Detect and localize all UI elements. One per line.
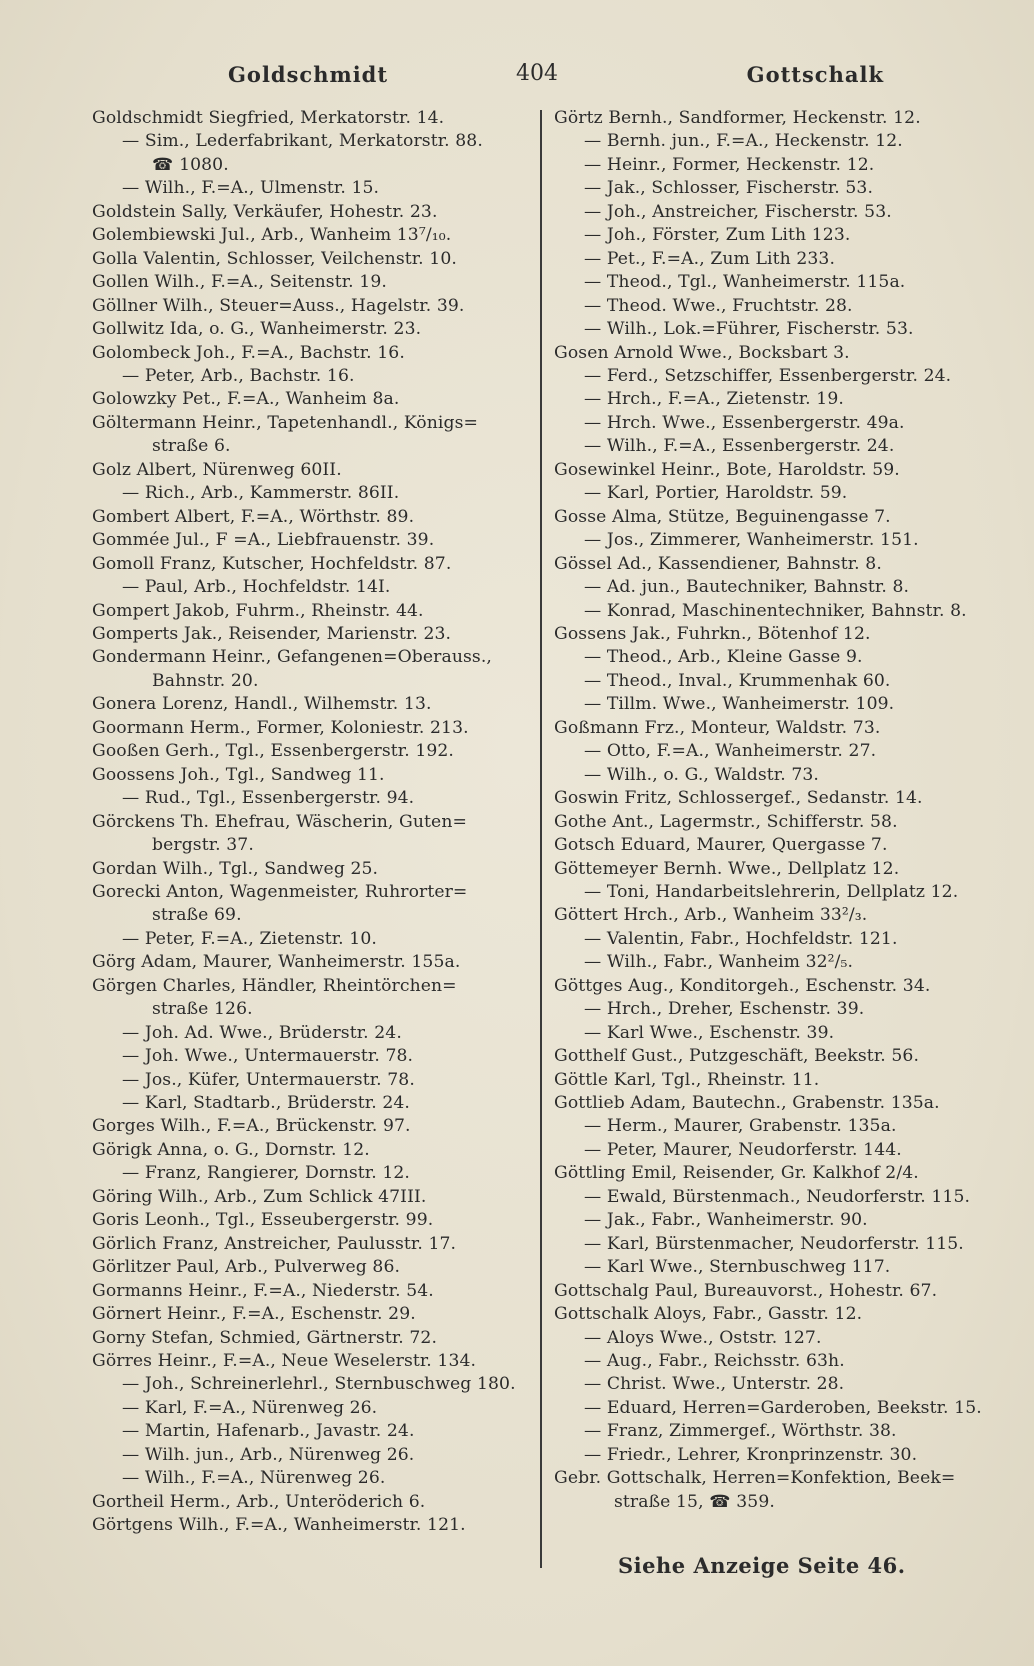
directory-entry: Göttemeyer Bernh. Wwe., Dellplatz 12. xyxy=(554,858,900,879)
directory-entry: Görtz Bernh., Sandformer, Heckenstr. 12. xyxy=(554,108,921,128)
directory-entry: Gompert Jakob, Fuhrm., Rheinstr. 44. xyxy=(92,600,424,621)
directory-entry: Gormanns Heinr., F.=A., Niederstr. 54. xyxy=(92,1280,434,1301)
directory-entry: — Jos., Zimmerer, Wanheimerstr. 151. xyxy=(584,530,919,551)
directory-entry: — Peter, Arb., Bachstr. 16. xyxy=(122,365,355,386)
directory-entry: — Joh., Schreinerlehrl., Sternbuschweg 180. xyxy=(122,1374,516,1395)
directory-entry: Göllner Wilh., Steuer=Auss., Hagelstr. 39. xyxy=(92,295,465,316)
directory-entry: Gottlieb Adam, Bautechn., Grabenstr. 135a. xyxy=(554,1093,940,1114)
directory-entry: Goris Leonh., Tgl., Esseubergerstr. 99. xyxy=(92,1210,434,1231)
directory-entry: — Wilh. jun., Arb., Nürenweg 26. xyxy=(122,1444,415,1465)
directory-entry: — Ferd., Setzschiffer, Essenbergerstr. 24. xyxy=(584,365,952,386)
directory-entry: — Sim., Lederfabrikant, Merkatorstr. 88. xyxy=(122,131,483,152)
directory-entry: Golombeck Joh., F.=A., Bachstr. 16. xyxy=(92,342,405,363)
directory-entry: straße 15, ☎ 359. xyxy=(614,1491,775,1512)
directory-entry: — Eduard, Herren=Garderoben, Beekstr. 15. xyxy=(584,1397,982,1418)
directory-entry: Görtgens Wilh., F.=A., Wanheimerstr. 121. xyxy=(92,1515,466,1536)
directory-entry: Gossens Jak., Fuhrkn., Bötenhof 12. xyxy=(554,623,871,644)
directory-entry: Göttle Karl, Tgl., Rheinstr. 11. xyxy=(554,1069,820,1090)
directory-entry: — Theod., Arb., Kleine Gasse 9. xyxy=(584,647,863,668)
directory-entry: — Bernh. jun., F.=A., Heckenstr. 12. xyxy=(584,131,903,152)
directory-entry: — Wilh., Fabr., Wanheim 32²/₅. xyxy=(584,952,854,973)
directory-entry: Gosse Alma, Stütze, Beguinengasse 7. xyxy=(554,506,891,527)
directory-entry: Gotsch Eduard, Maurer, Quergasse 7. xyxy=(554,835,888,856)
directory-entry: — Jak., Fabr., Wanheimerstr. 90. xyxy=(584,1210,868,1231)
directory-entry: — Karl, Portier, Haroldstr. 59. xyxy=(584,483,848,504)
column-divider xyxy=(540,110,542,1568)
directory-entry: Gortheil Herm., Arb., Unteröderich 6. xyxy=(92,1491,426,1512)
directory-entry: — Karl, Stadtarb., Brüderstr. 24. xyxy=(122,1093,410,1114)
directory-entry: Görlitzer Paul, Arb., Pulverweg 86. xyxy=(92,1257,401,1278)
directory-entry: — Wilh., F.=A., Ulmenstr. 15. xyxy=(122,178,380,199)
advertisement-note: Siehe Anzeige Seite 46. xyxy=(618,1553,906,1578)
directory-entry: Göttling Emil, Reisender, Gr. Kalkhof 2/4. xyxy=(554,1163,919,1184)
directory-entry: Görg Adam, Maurer, Wanheimerstr. 155a. xyxy=(92,952,461,973)
right-column xyxy=(554,107,994,1514)
left-column xyxy=(92,107,526,1538)
directory-entry: — Wilh., Lok.=Führer, Fischerstr. 53. xyxy=(584,319,914,340)
directory-entry: Golla Valentin, Schlosser, Veilchenstr. 10. xyxy=(92,248,457,269)
directory-entry: — Rud., Tgl., Essenbergerstr. 94. xyxy=(122,788,415,809)
directory-entry: — Martin, Hafenarb., Javastr. 24. xyxy=(122,1421,415,1442)
directory-entry: — Tillm. Wwe., Wanheimerstr. 109. xyxy=(584,694,895,715)
directory-entry: Gomoll Franz, Kutscher, Hochfeldstr. 87. xyxy=(92,553,452,574)
directory-entry: Goswin Fritz, Schlossergef., Sedanstr. 14. xyxy=(554,788,923,809)
directory-entry: — Pet., F.=A., Zum Lith 233. xyxy=(584,248,836,269)
directory-entry: — Ewald, Bürstenmach., Neudorferstr. 115. xyxy=(584,1186,971,1207)
directory-entry: Gosewinkel Heinr., Bote, Haroldstr. 59. xyxy=(554,459,900,480)
directory-entry: — Toni, Handarbeitslehrerin, Dellplatz 12. xyxy=(584,881,959,902)
directory-entry: — Joh. Wwe., Untermauerstr. 78. xyxy=(122,1046,414,1067)
directory-entry: straße 126. xyxy=(152,999,253,1020)
directory-entry: Gonera Lorenz, Handl., Wilhemstr. 13. xyxy=(92,694,432,715)
directory-entry: — Peter, F.=A., Zietenstr. 10. xyxy=(122,928,377,949)
directory-entry: — Valentin, Fabr., Hochfeldstr. 121. xyxy=(584,928,898,949)
directory-entry: Görres Heinr., F.=A., Neue Weselerstr. 134. xyxy=(92,1351,477,1372)
directory-entry: Göttges Aug., Konditorgeh., Eschenstr. 34. xyxy=(554,975,931,996)
directory-entry: — Karl Wwe., Sternbuschweg 117. xyxy=(584,1257,891,1278)
directory-entry: — Heinr., Former, Heckenstr. 12. xyxy=(584,154,875,175)
directory-entry: Gorecki Anton, Wagenmeister, Ruhrorter= xyxy=(92,881,468,902)
directory-entry: Görigk Anna, o. G., Dornstr. 12. xyxy=(92,1139,370,1160)
directory-entry: — Wilh., F.=A., Essenbergerstr. 24. xyxy=(584,436,895,457)
directory-entry: — Rich., Arb., Kammerstr. 86II. xyxy=(122,483,400,504)
directory-entry: straße 69. xyxy=(152,905,242,926)
directory-entry: Gombert Albert, F.=A., Wörthstr. 89. xyxy=(92,506,415,527)
directory-entry: — Hrch., F.=A., Zietenstr. 19. xyxy=(584,389,844,410)
directory-entry: Görckens Th. Ehefrau, Wäscherin, Guten= xyxy=(92,811,467,832)
directory-entry: Goßmann Frz., Monteur, Waldstr. 73. xyxy=(554,717,881,738)
directory-entry: — Joh., Förster, Zum Lith 123. xyxy=(584,225,851,246)
directory-entry: — Karl Wwe., Eschenstr. 39. xyxy=(584,1022,835,1043)
directory-entry: — Peter, Maurer, Neudorferstr. 144. xyxy=(584,1139,902,1160)
directory-entry: Goldstein Sally, Verkäufer, Hohestr. 23. xyxy=(92,201,438,222)
directory-entry: Göltermann Heinr., Tapetenhandl., Königs= xyxy=(92,412,479,433)
directory-entry: — Hrch., Dreher, Eschenstr. 39. xyxy=(584,999,865,1020)
directory-entry: — Franz, Zimmergef., Wörthstr. 38. xyxy=(584,1421,897,1442)
directory-entry: Gooßen Gerh., Tgl., Essenbergerstr. 192. xyxy=(92,741,454,762)
directory-entry: — Paul, Arb., Hochfeldstr. 14I. xyxy=(122,577,391,598)
directory-entry: Golz Albert, Nürenweg 60II. xyxy=(92,459,342,480)
directory-entry: Gothe Ant., Lagermstr., Schifferstr. 58. xyxy=(554,811,898,832)
page-header xyxy=(92,58,954,94)
directory-entry: Görlich Franz, Anstreicher, Paulusstr. 17. xyxy=(92,1233,457,1254)
directory-entry: — Christ. Wwe., Unterstr. 28. xyxy=(584,1374,845,1395)
directory-entry: Gorny Stefan, Schmied, Gärtnerstr. 72. xyxy=(92,1327,438,1348)
directory-entry: — Karl, Bürstenmacher, Neudorferstr. 115. xyxy=(584,1233,964,1254)
directory-entry: — Joh. Ad. Wwe., Brüderstr. 24. xyxy=(122,1022,402,1043)
directory-entry: — Franz, Rangierer, Dornstr. 12. xyxy=(122,1163,410,1184)
directory-entry: ☎ 1080. xyxy=(152,154,229,175)
directory-entry: Gollen Wilh., F.=A., Seitenstr. 19. xyxy=(92,272,387,293)
directory-entry: — Konrad, Maschinentechniker, Bahnstr. 8. xyxy=(584,600,967,621)
directory-entry: — Theod. Wwe., Fruchtstr. 28. xyxy=(584,295,853,316)
directory-entry: Golembiewski Jul., Arb., Wanheim 13⁷/₁₀. xyxy=(92,225,452,246)
directory-entry: straße 6. xyxy=(152,436,231,457)
directory-entry: — Theod., Tgl., Wanheimerstr. 115a. xyxy=(584,272,906,293)
directory-entry: Göring Wilh., Arb., Zum Schlick 47III. xyxy=(92,1186,427,1207)
directory-entry: — Aug., Fabr., Reichsstr. 63h. xyxy=(584,1351,845,1372)
directory-entry: — Karl, F.=A., Nürenweg 26. xyxy=(122,1397,378,1418)
directory-entry: Görgen Charles, Händler, Rheintörchen= xyxy=(92,975,457,996)
directory-entry: Gondermann Heinr., Gefangenen=Oberauss., xyxy=(92,647,492,668)
directory-entry: Görnert Heinr., F.=A., Eschenstr. 29. xyxy=(92,1304,416,1325)
directory-entry: Goossens Joh., Tgl., Sandweg 11. xyxy=(92,764,385,785)
directory-entry: — Theod., Inval., Krummenhak 60. xyxy=(584,670,891,691)
directory-entry: — Joh., Anstreicher, Fischerstr. 53. xyxy=(584,201,892,222)
directory-entry: Gottschalk Aloys, Fabr., Gasstr. 12. xyxy=(554,1304,863,1325)
directory-entry: Gorges Wilh., F.=A., Brückenstr. 97. xyxy=(92,1116,411,1137)
header-left-keyword: Goldschmidt xyxy=(228,62,389,87)
directory-entry: — Wilh., o. G., Waldstr. 73. xyxy=(584,764,819,785)
directory-entry: Gommée Jul., F =A., Liebfrauenstr. 39. xyxy=(92,530,435,551)
directory-entry: Göttert Hrch., Arb., Wanheim 33²/₃. xyxy=(554,905,868,926)
page-number: 404 xyxy=(516,61,558,86)
directory-entry: Goormann Herm., Former, Koloniestr. 213. xyxy=(92,717,469,738)
directory-entry: Goldschmidt Siegfried, Merkatorstr. 14. xyxy=(92,108,445,128)
directory-entry: — Wilh., F.=A., Nürenweg 26. xyxy=(122,1468,386,1489)
directory-entry: — Hrch. Wwe., Essenbergerstr. 49a. xyxy=(584,412,905,433)
directory-entry: Gomperts Jak., Reisender, Marienstr. 23. xyxy=(92,623,452,644)
directory-entry: — Otto, F.=A., Wanheimerstr. 27. xyxy=(584,741,877,762)
directory-entry: — Herm., Maurer, Grabenstr. 135a. xyxy=(584,1116,897,1137)
directory-entry: Gössel Ad., Kassendiener, Bahnstr. 8. xyxy=(554,553,882,574)
directory-entry: Gollwitz Ida, o. G., Wanheimerstr. 23. xyxy=(92,319,422,340)
directory-entry: Gordan Wilh., Tgl., Sandweg 25. xyxy=(92,858,379,879)
directory-entry: bergstr. 37. xyxy=(152,835,254,856)
directory-entry: — Ad. jun., Bautechniker, Bahnstr. 8. xyxy=(584,577,910,598)
directory-entry: — Aloys Wwe., Oststr. 127. xyxy=(584,1327,822,1348)
directory-entry: — Friedr., Lehrer, Kronprinzenstr. 30. xyxy=(584,1444,918,1465)
directory-entry: Gosen Arnold Wwe., Bocksbart 3. xyxy=(554,342,850,363)
directory-entry: — Jos., Küfer, Untermauerstr. 78. xyxy=(122,1069,415,1090)
header-right-keyword: Gottschalk xyxy=(746,62,884,87)
directory-entry: — Jak., Schlosser, Fischerstr. 53. xyxy=(584,178,874,199)
directory-entry: Gotthelf Gust., Putzgeschäft, Beekstr. 56. xyxy=(554,1046,920,1067)
directory-entry: Bahnstr. 20. xyxy=(152,670,259,691)
directory-entry: Gebr. Gottschalk, Herren=Konfektion, Beek= xyxy=(554,1468,956,1489)
directory-entry: Gottschalg Paul, Bureauvorst., Hohestr. 67. xyxy=(554,1280,938,1301)
directory-entry: Golowzky Pet., F.=A., Wanheim 8a. xyxy=(92,389,400,410)
